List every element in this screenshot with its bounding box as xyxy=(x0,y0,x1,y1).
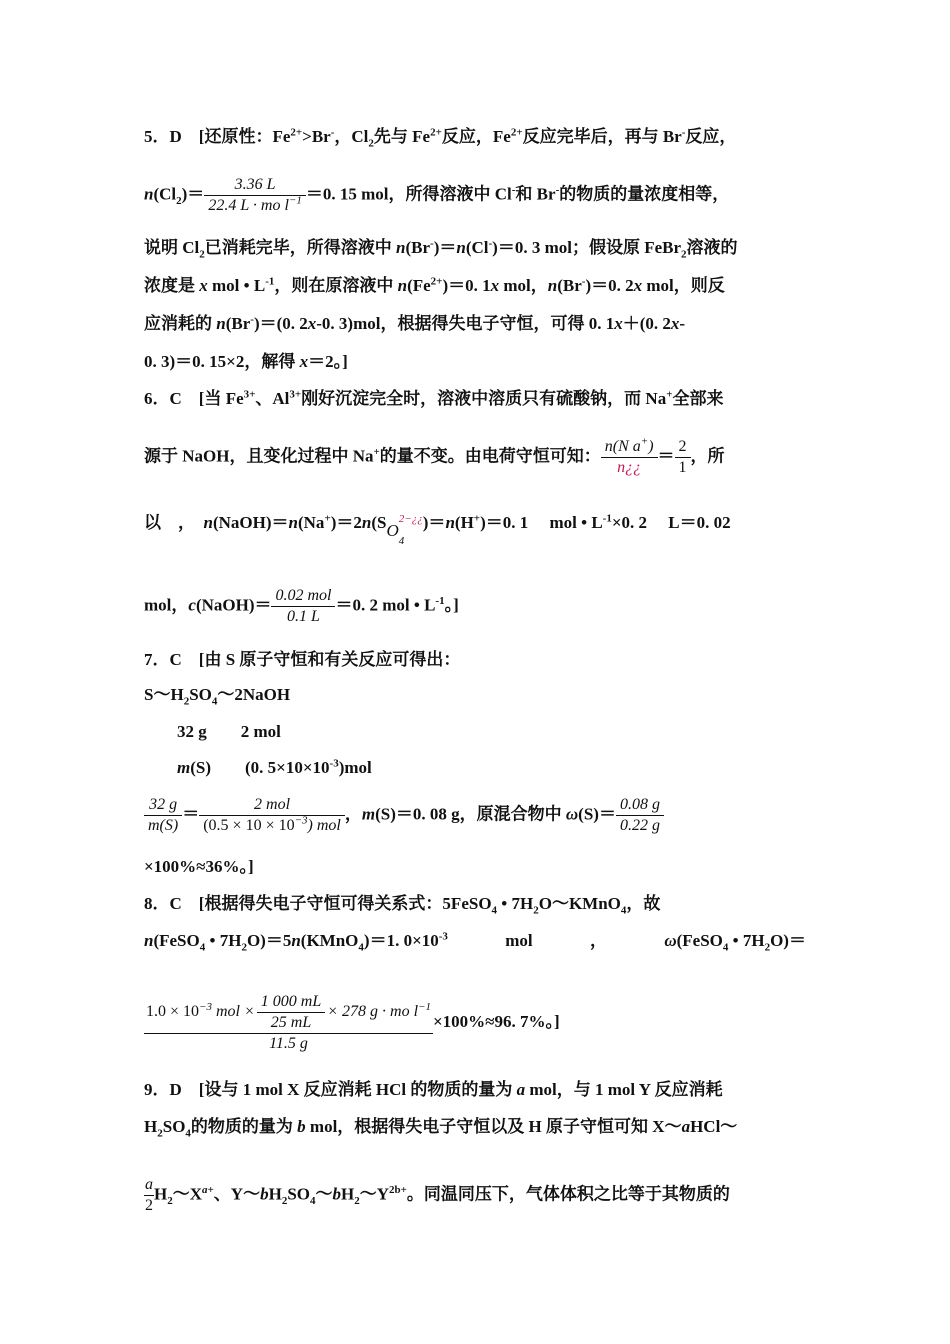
s5-line-2: $n(Cl_2)=$ $\frac{3.36 L}{22.4 L \cdot mo l^{-1}}$ ＝0. 15 mol，所得溶液中 Cl-和 Br-的物质的量浓度相等， xyxy=(144,176,730,214)
fraction-32g-ms: $\frac{32 g}{m(S)}$ xyxy=(144,795,182,836)
s7-line-5: $\frac{32 g}{m(S)}$ ＝ $\frac{\text{2 mol}}{(0.5 \times 10 \times 10^{-3}) mol}$ ，m(S)＝0. 08 g，原混合物中 ω(S)＝ $\frac{0.08 g}{0.22 g}$ xyxy=(144,795,664,836)
s9-line-1: 9．D [设与 1 mol X 反应消耗 HCl 的物质的量为 a mol，与 1 mol Y 反应消耗 xyxy=(144,1080,723,1099)
fraction-a-2: $\frac{a}{2}$ xyxy=(145,1176,153,1214)
s5-line-1: 5．D [还原性：$Fe^{2+}>Br^-$，$Cl_2$先与 $Fe^{2+}$反应，$Fe^{2+}$反应完毕后，再与 Br-反应， xyxy=(144,126,737,150)
s5-line-3: 说明 $Cl_2$已消耗完毕，所得溶液中 n(Br-)＝n(Cl-)＝0. 3 mol；假设原 FeBr$_2$溶液的 xyxy=(144,237,738,261)
fraction-2-1: $\frac{2}{1}$ xyxy=(675,437,691,478)
s7-line-6: ×100%≈36%。] xyxy=(144,857,254,876)
fraction-omega-s: $\frac{0.08 g}{0.22 g}$ xyxy=(616,795,664,836)
s9-line-3: $\frac{a}{2}$ $H_2\sim X^{a+}$、$Y\sim bH_2SO_4\sim bH_2\sim Y^{2b+}$。同温同压下，气体体积之比等于其物质的 xyxy=(145,1176,730,1214)
s6-line-4: mol，c(NaOH)＝ $\frac{\text{0.02 mol}}{0.1 L}$ ＝0. 2 mol • $L^{-1}$。] xyxy=(144,587,459,625)
s7-line-4: m(S) (0. $5\times 10\times 10^{-3})mol$ xyxy=(177,757,372,777)
s6-line-1: 6．C [当 $Fe^{3+}$、$Al^{3+}$刚好沉淀完全时，溶液中溶质只有硫酸钠，而 Na+全部来 xyxy=(144,388,724,408)
fraction-feso4-mass: $1.0 \times 10^{-3}$ mol × $\frac{1 000 mL}{25 mL}$ × 278 g · mo $l^{-1}$ 11.5 g xyxy=(146,993,431,1052)
s8-line-3: $1.0 \times 10^{-3}$ mol × $\frac{1 000 mL}{25 mL}$ × 278 g · mo $l^{-1}$ 11.5 g ×100%≈96. 7%。] xyxy=(146,993,560,1052)
s6-line-2: 源于 NaOH，且变化过程中 Na+的量不变。由电荷守恒可知： $\frac{n(N a^+)}{n¿¿}$ ＝ $\frac{2}{1}$ ，所 xyxy=(144,435,725,476)
s8-line-1: 8．C [根据得失电子守恒可得关系式：5FeSO$_4$ • $7H_2O\sim KMnO_4$，故 xyxy=(144,894,661,917)
s8-line-2: n(FeSO$_4$ • $7H_2O)=5n(KMnO_4)=1$. $0\times 10^{-3}$ mol ， ω(FeSO$_4$ • $7H_2O)=$ xyxy=(144,930,806,954)
fraction-cl2: $\frac{3.36 L}{22.4 L \cdot mo l^{-1}}$ xyxy=(204,175,306,216)
s5-line-5: 应消耗的 n(Br-)＝(0. 2x-0. 3)mol，根据得失电子守恒，可得 0. 1x＋(0. 2x- xyxy=(144,313,686,333)
s7-line-2: $S\sim H_2SO_4\sim 2NaOH$ xyxy=(144,685,291,708)
s5-line-4: 浓度是 x mol • $L^{-1}$，则在原溶液中 $n(Fe^{2+})=0$. 1x mol，n(Br-)＝0. 2x mol，则反 xyxy=(144,275,725,295)
fraction-na-ratio: $\frac{n(N a^+)}{n¿¿}$ xyxy=(601,437,658,478)
fraction-naoh-conc: $\frac{\text{0.02 mol}}{0.1 L}$ xyxy=(271,586,335,627)
s7-line-1: 7．C [由 S 原子守恒和有关反应可得出： xyxy=(144,650,461,669)
s7-line-3: 32 g 2 mol xyxy=(177,722,281,741)
fraction-2mol: $\frac{\text{2 mol}}{(0.5 \times 10 \times 10^{-3}) mol}$ xyxy=(199,795,345,836)
s6-line-3: 以 ， n(NaOH)＝n(Na+)＝2n(SO 2−¿¿ 4 )＝n(H+)＝0. 1 mol • $L^{-1}\times 0$. 2 L＝0. 02 xyxy=(144,512,731,547)
s5-line-6: 0. 3)＝0. 15×2，解得 x＝2。] xyxy=(144,352,348,371)
s9-line-2: $H_2SO_4$的物质的量为 b mol，根据得失电子守恒以及 H 原子守恒可知 X～aHCl～ xyxy=(144,1117,738,1140)
